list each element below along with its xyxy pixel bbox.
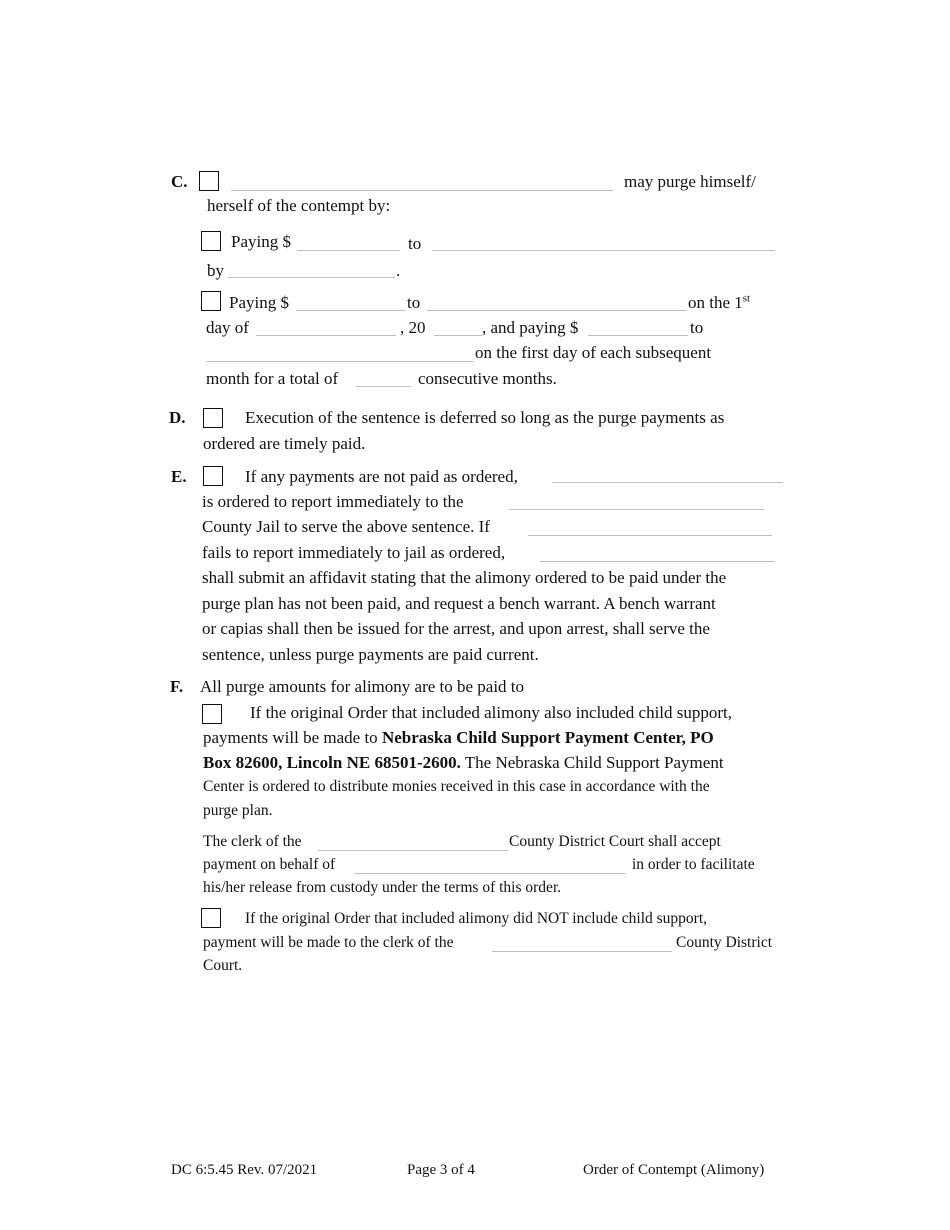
option2-on-the-label: on the 1st (688, 292, 751, 312)
option1-to-label: to (408, 234, 422, 253)
option1-period: . (396, 261, 401, 280)
section-f-option2-checkbox[interactable] (201, 908, 221, 928)
section-e-line7: or capias shall then be issued for the arrest, and upon arrest, shall serve the (202, 619, 710, 638)
section-e-line5: shall submit an affidavit stating that the alimony ordered to be paid under the (202, 568, 727, 587)
section-f-opt1-line5: purge plan. (203, 802, 273, 819)
section-f-option1-checkbox[interactable] (202, 704, 222, 724)
section-c-line2: herself of the contempt by: (207, 196, 391, 215)
clerk-line1-prefix: The clerk of the (203, 833, 302, 850)
option2-monthly-amount-field[interactable] (588, 335, 688, 336)
option2-month-field[interactable] (256, 335, 396, 336)
contemnor-name-field[interactable] (231, 190, 613, 191)
footer-page-number: Page 3 of 4 (407, 1162, 475, 1178)
section-e-line6: purge plan has not been paid, and request a bench warrant. A bench warrant (202, 594, 716, 613)
section-e-line4: fails to report immediately to jail as ordered, (202, 543, 506, 562)
section-e-line8: sentence, unless purge payments are paid current. (202, 645, 539, 664)
clerk-line2-suffix: in order to facilitate (632, 856, 755, 873)
option2-year-field[interactable] (434, 335, 482, 336)
section-d-line1: Execution of the sentence is deferred so long as the purge payments as (245, 408, 725, 427)
section-f-opt2-line2-suffix: County District (676, 934, 773, 951)
clerk-behalf-field[interactable] (354, 873, 626, 874)
section-f-label: F. (170, 677, 184, 696)
option2-first-day-label: on the first day of each subsequent (475, 343, 712, 362)
section-f-opt1-line4: Center is ordered to distribute monies received in this case in accordance with the (203, 778, 710, 795)
section-e-checkbox[interactable] (203, 466, 223, 486)
clerk-line2-prefix: payment on behalf of (203, 856, 336, 873)
footer-form-id: DC 6:5.45 Rev. 07/2021 (171, 1162, 318, 1178)
section-f-opt2-line2-prefix: payment will be made to the clerk of the (203, 934, 454, 951)
section-e-line2: is ordered to report immediately to the (202, 492, 464, 511)
section-f-opt1-line2: payments will be made to Nebraska Child Support Payment Center, PO (203, 728, 714, 747)
option1-amount-field[interactable] (297, 250, 400, 251)
section-f-opt2-county-field[interactable] (492, 951, 672, 952)
footer-form-title: Order of Contempt (Alimony) (583, 1162, 765, 1178)
section-f-opt1-line1: If the original Order that included alimony also included child support, (250, 703, 733, 722)
section-f-opt2-line1: If the original Order that included alimony did NOT include child support, (245, 910, 708, 927)
option2-monthly-payee-field[interactable] (206, 361, 474, 362)
section-e-name-field-2[interactable] (528, 535, 772, 536)
section-f-intro: All purge amounts for alimony are to be paid to (200, 677, 525, 696)
section-d-label: D. (169, 408, 186, 427)
section-e-line1: If any payments are not paid as ordered, (245, 467, 518, 486)
clerk-line1-suffix: County District Court shall accept (509, 833, 721, 850)
section-d-line2: ordered are timely paid. (203, 434, 366, 453)
option1-date-field[interactable] (228, 277, 395, 278)
option1-payee-field[interactable] (432, 250, 775, 251)
option2-months-count-field[interactable] (356, 386, 411, 387)
option2-payee-field[interactable] (427, 310, 687, 311)
option2-checkbox[interactable] (201, 291, 221, 311)
option2-to2-label: to (690, 318, 704, 337)
clerk-county-field[interactable] (318, 850, 508, 851)
option1-by-label: by (207, 261, 224, 280)
section-f-opt1-line3: Box 82600, Lincoln NE 68501-2600. The Nebraska Child Support Payment (203, 753, 724, 772)
option2-month-total-label: month for a total of (206, 369, 339, 388)
section-e-label: E. (171, 467, 187, 486)
section-e-name-field-3[interactable] (540, 561, 775, 562)
option2-to-label: to (407, 293, 421, 312)
section-c-label: C. (171, 172, 188, 191)
section-c-line1: may purge himself/ (624, 172, 756, 191)
section-e-county-field[interactable] (509, 509, 764, 510)
option2-year-prefix: , 20 (400, 318, 426, 337)
section-f-opt2-line3: Court. (203, 957, 243, 974)
option1-checkbox[interactable] (201, 231, 221, 251)
section-c-checkbox[interactable] (199, 171, 219, 191)
section-e-line3: County Jail to serve the above sentence. If (202, 517, 490, 536)
option2-amount-field[interactable] (296, 310, 406, 311)
option2-consecutive-label: consecutive months. (418, 369, 557, 388)
option2-day-of-label: day of (206, 318, 249, 337)
option2-paying-label: Paying $ (229, 293, 289, 312)
option1-paying-label: Paying $ (231, 232, 291, 251)
option2-and-paying-label: , and paying $ (482, 318, 579, 337)
clerk-line3: his/her release from custody under the terms of this order. (203, 879, 562, 896)
section-d-checkbox[interactable] (203, 408, 223, 428)
section-e-name-field-1[interactable] (552, 482, 783, 483)
